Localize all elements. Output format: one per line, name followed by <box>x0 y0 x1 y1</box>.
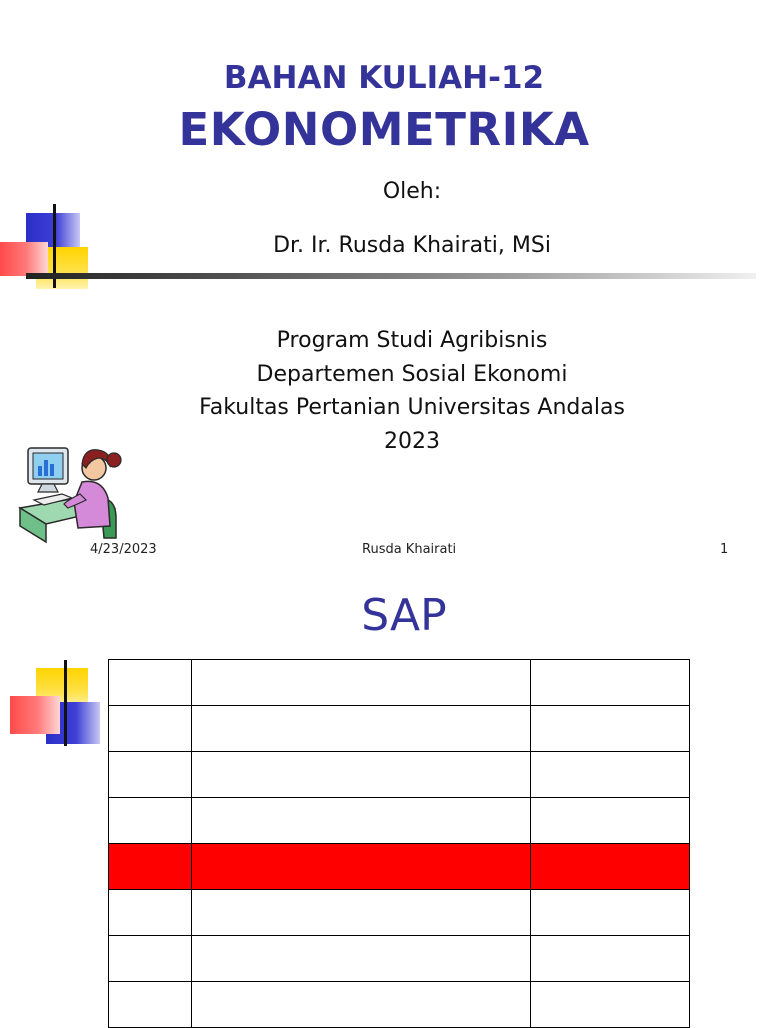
table-cell <box>109 844 192 890</box>
footer-author: Rusda Khairati <box>362 542 457 557</box>
table-cell <box>109 890 192 936</box>
table-cell <box>531 844 690 890</box>
affiliation-line-year: 2023 <box>384 429 440 454</box>
table-cell <box>531 890 690 936</box>
table-cell <box>192 936 531 982</box>
table-cell <box>531 752 690 798</box>
sap-title: SAP <box>361 590 447 641</box>
table-cell <box>192 660 531 706</box>
footer-date: 4/23/2023 <box>90 542 157 557</box>
table-cell <box>531 660 690 706</box>
table-row <box>109 798 690 844</box>
table-cell <box>531 706 690 752</box>
affiliation-line-program: Program Studi Agribisnis <box>276 328 548 353</box>
computer-user-clipart-icon <box>18 438 126 544</box>
title-divider <box>26 273 756 279</box>
footer-page-number: 1 <box>720 542 729 557</box>
table-cell <box>531 982 690 1028</box>
sap-table <box>108 659 690 1028</box>
table-cell <box>109 660 192 706</box>
affiliation-line-faculty: Fakultas Pertanian Universitas Andalas <box>199 395 625 420</box>
table-cell <box>531 798 690 844</box>
table-row <box>109 752 690 798</box>
table-row <box>109 936 690 982</box>
table-row <box>109 982 690 1028</box>
table-cell <box>531 936 690 982</box>
table-row <box>109 706 690 752</box>
course-title: EKONOMETRIKA <box>178 103 590 156</box>
table-cell <box>109 706 192 752</box>
table-row <box>109 890 690 936</box>
sap-slide <box>0 568 768 1024</box>
course-subtitle: BAHAN KULIAH-12 <box>223 60 545 96</box>
table-cell <box>109 936 192 982</box>
table-cell <box>109 752 192 798</box>
table-cell <box>192 798 531 844</box>
table-cell <box>109 798 192 844</box>
table-cell <box>192 844 531 890</box>
table-row-highlighted <box>109 844 690 890</box>
table-cell <box>192 982 531 1028</box>
table-row <box>109 660 690 706</box>
table-cell <box>192 890 531 936</box>
table-cell <box>192 706 531 752</box>
byline-label: Oleh: <box>382 179 442 204</box>
affiliation-line-department: Departemen Sosial Ekonomi <box>256 362 568 387</box>
table-cell <box>192 752 531 798</box>
author-name: Dr. Ir. Rusda Khairati, MSi <box>273 233 551 258</box>
table-cell <box>109 982 192 1028</box>
